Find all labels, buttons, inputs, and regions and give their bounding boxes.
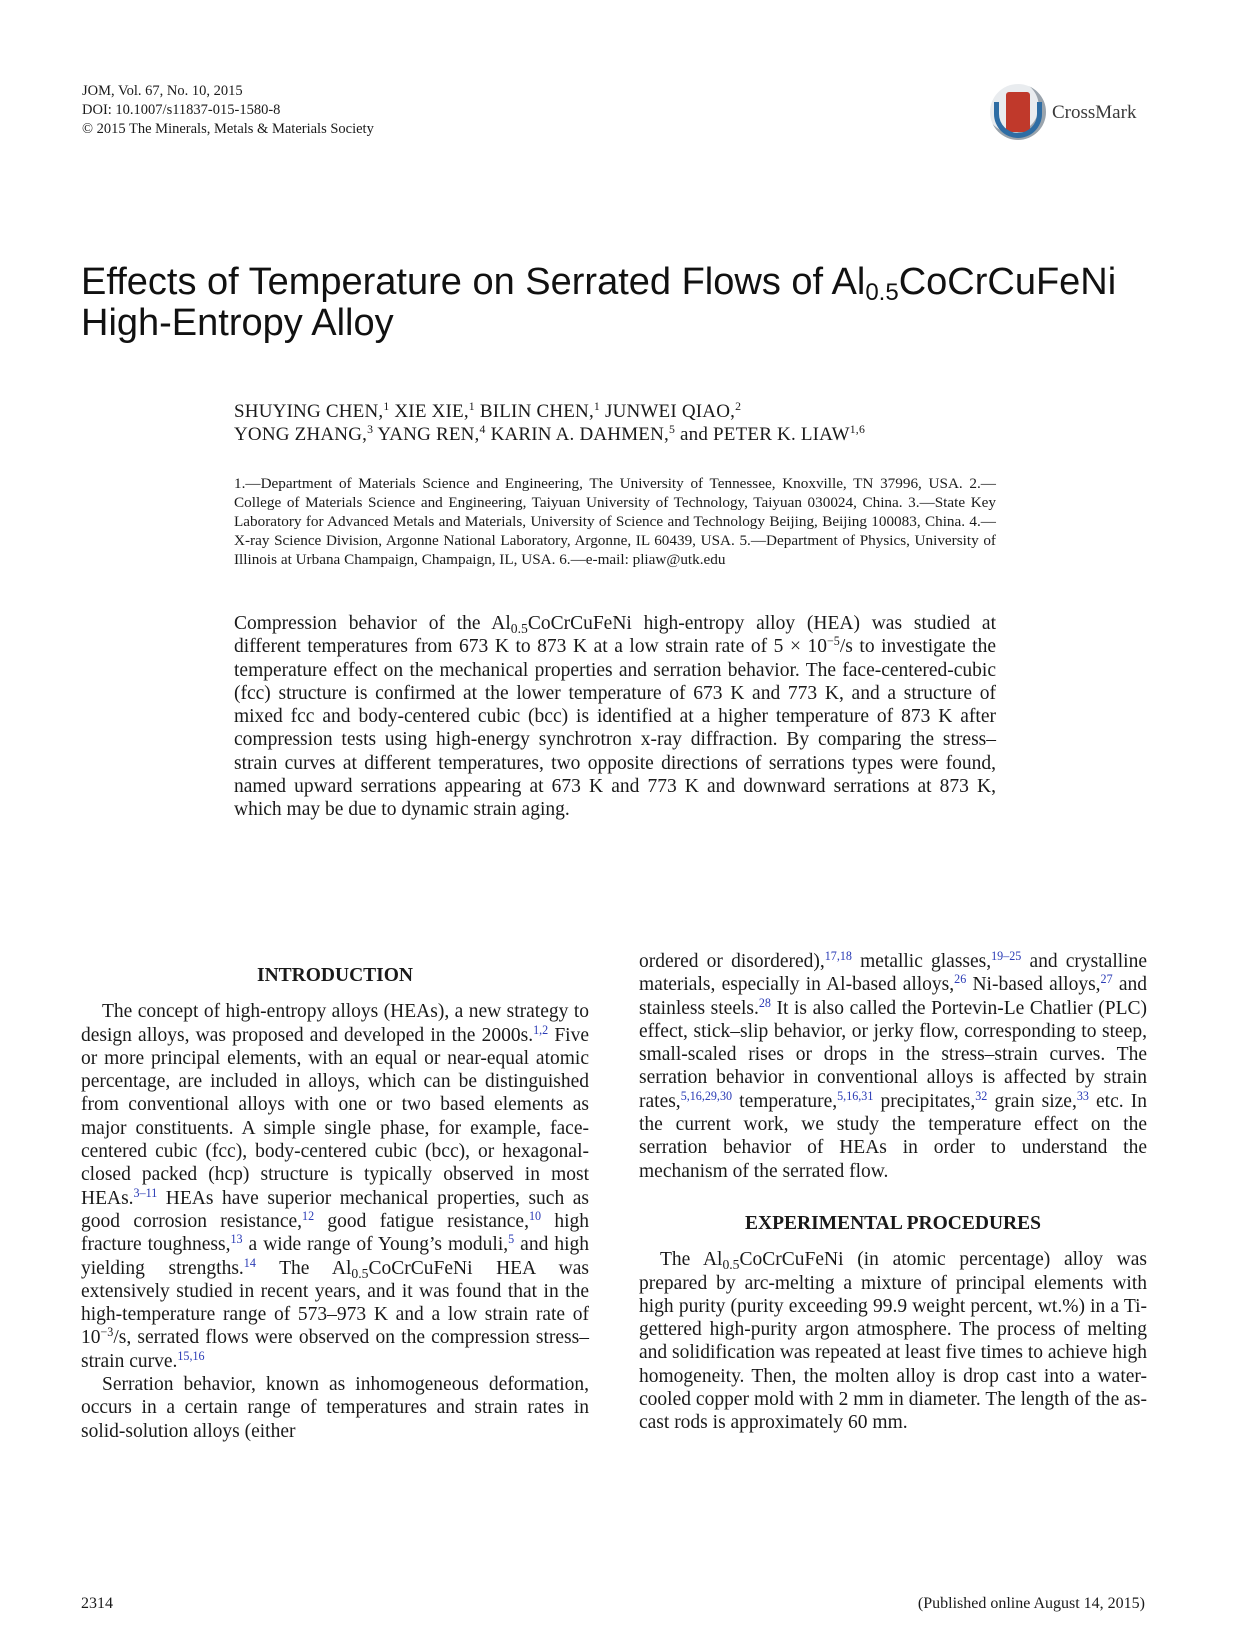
copyright: © 2015 The Minerals, Metals & Materials Society — [82, 121, 374, 137]
author: YONG ZHANG, — [234, 424, 368, 445]
crossmark-label: CrossMark — [1052, 102, 1137, 123]
citation[interactable]: 5,16,31 — [837, 1088, 874, 1103]
intro-paragraph-2: Serration behavior, known as inhomogeneous deformation, occurs in a certain range of temperatures and strain rates in solid-solution alloys (either — [81, 1374, 589, 1442]
page-number: 2314 — [81, 1595, 113, 1612]
citation[interactable]: 17,18 — [824, 948, 852, 963]
experimental-paragraph-1: The $Al_{0.5}CoCrCuFeNi$ (in atomic percentage) alloy was prepared by arc-melting a mixture of principal elements with high purity (purity exceeding 99.9 weight percent, wt.%) in a Ti-gettered high-purity argon atmosphere. The process of melting and solidification was repeated at least five times to achieve high homogeneity. Then, the molten alloy is drop cast into a water-cooled copper mold with 2 mm in diameter. The length of the as-cast rods is approximately 60 mm. — [639, 1249, 1148, 1434]
author: BILIN CHEN, — [479, 401, 594, 422]
intro-paragraph-1: The concept of high-entropy alloys (HEAs), a new strategy to design alloys, was proposed and developed in the 2000s.$^{1,2}$ Five or more principal elements, with an equal or near-equal atomic percentage, are included in alloys, which can be distinguished from conventional alloys with one or two based elements as major constituents. A simple single phase, for example, face-centered cubic (fcc), body-centered cubic (bcc), or hexagonal-closed packed (hcp) structure is typically observed in most HEAs.$^{3-11}$ HEAs have superior mechanical properties, such as good corrosion resistance,$^{12}$ good fatigue resistance,$^{10}$ high fracture toughness,$^{13}$ a wide range of Young’s moduli,$^5$ and high yielding strengths.$^{14}$ The $Al_{0.5}CoCrCuFeNi$ HEA was extensively studied in recent years, and it was found that in the high-temperature range of 573–973 K and a low strain rate of $10^{-3}/s$, serrated flows were observed on the compression stress–strain curve.$^{15,16}$ — [81, 1001, 589, 1372]
author: XIE XIE, — [394, 401, 469, 422]
abstract: Compression behavior of the $Al_{0.5}CoCrCuFeNi$ high-entropy alloy (HEA) was studied at different temperatures from 673 K to 873 K at a low strain rate of $5 \times 10^{-5}/s$ to investigate the temperature effect on the mechanical properties and serration behavior. The face-centered-cubic (fcc) structure is confirmed at the lower temperature of 673 K and 773 K, and a structure of mixed fcc and body-centered cubic (bcc) is identified at a higher temperature of 873 K after compression tests using high-energy synchrotron x-ray diffraction. By comparing the stress–strain curves at different temperatures, two opposite directions of serrations types were found, named upward serrations appearing at 673 K and 773 K and downward serrations at 873 K, which may be due to dynamic strain aging. — [234, 613, 996, 821]
citation[interactable]: 33 — [1076, 1088, 1089, 1103]
citation[interactable]: 32 — [975, 1088, 988, 1103]
citation[interactable]: 28 — [758, 995, 771, 1010]
citation[interactable]: 1,2 — [533, 1022, 549, 1037]
citation[interactable]: 5,16,29,30 — [680, 1088, 733, 1103]
intro-paragraph-2-continued: ordered or disordered),$^{17,18}$ metallic glasses,$^{19-25}$ and crystalline materials, especially in Al-based alloys,$^{26}$ Ni-based alloys,$^{27}$ and stainless steels.$^{28}$ It is also called the Portevin-Le Chatlier (PLC) effect, stick–slip behavior, or jerky flow, corresponding to steep, small-scaled rises or drops in the stress–strain curves. The serration behavior in conventional alloys is affected by strain rates,$^{5,16,29,30}$ temperature,$^{5,16,31}$ precipitates,$^{32}$ grain size,$^{33}$ etc. In the current work, we study the temperature effect on the serration behavior of HEAs in order to understand the mechanism of the serrated flow. — [639, 948, 1148, 1182]
author: SHUYING CHEN, — [234, 401, 384, 422]
citation[interactable]: 14 — [243, 1255, 256, 1270]
author: JUNWEI QIAO, — [604, 401, 736, 422]
author: and PETER K. LIAW — [680, 424, 850, 445]
journal-citation: JOM, Vol. 67, No. 10, 2015 — [82, 83, 243, 99]
affiliations: 1.—Department of Materials Science and Engineering, The University of Tennessee, Knoxville, TN 37996, USA. 2.—College of Materials Science and Engineering, Taiyuan University of Technology, Taiyuan 030024, China. 3.—State Key Laboratory for Advanced Metals and Materials, University of Science and Technology Beijing, Beijing 100083, China. 4.—X-ray Science Division, Argonne National Laboratory, Argonne, IL 60439, USA. 5.—Department of Physics, University of Illinois at Urbana Champaign, Champaign, IL, USA. 6.—e-mail: pliaw@utk.edu — [234, 475, 996, 568]
citation[interactable]: 10 — [528, 1208, 542, 1223]
citation[interactable]: 12 — [302, 1208, 315, 1223]
doi[interactable]: DOI: 10.1007/s11837-015-1580-8 — [82, 102, 281, 118]
journal-metadata — [82, 82, 374, 139]
author: YANG REN, — [377, 424, 480, 445]
section-heading-introduction: INTRODUCTION — [256, 965, 414, 986]
article-title: Effects of Temperature on Serrated Flows of $Al_{0.5}CoCrCuFeNi$ High-Entropy Alloy — [81, 261, 1117, 344]
citation[interactable]: 19–25 — [991, 948, 1022, 963]
citation[interactable]: 5 — [508, 1232, 515, 1247]
citation[interactable]: 13 — [230, 1232, 243, 1247]
published-date: (Published online August 14, 2015) — [917, 1595, 1145, 1612]
citation[interactable]: 15,16 — [177, 1348, 205, 1363]
left-column — [81, 964, 589, 1443]
author: KARIN A. DAHMEN, — [490, 424, 669, 445]
citation[interactable]: 27 — [1100, 972, 1113, 987]
crossmark-badge[interactable] — [990, 84, 1150, 144]
right-column — [639, 950, 1147, 1435]
citation[interactable]: 3–11 — [133, 1185, 158, 1200]
citation[interactable]: 26 — [954, 972, 967, 987]
section-heading-experimental: EXPERIMENTAL PROCEDURES — [745, 1212, 1041, 1234]
author-list: SHUYING CHEN,$^1$ XIE XIE,$^1$ BILIN CHEN,$^1$ JUNWEI QIAO,$^2$ YONG ZHANG,$^3$ YANG REN,$^4$ KARIN A. DAHMEN,$^5$ and PETER K. LIAW$^{1,6}$ — [234, 399, 866, 445]
